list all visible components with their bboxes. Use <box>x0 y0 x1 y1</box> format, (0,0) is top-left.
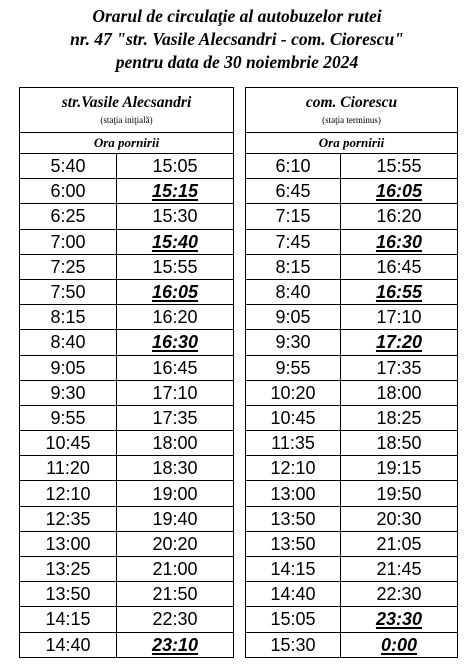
departure-time-afternoon: 0:00 <box>341 632 458 657</box>
stop-type: (staţia terminus) <box>322 115 381 125</box>
table-row <box>246 179 458 204</box>
departure-time-afternoon: 15:15 <box>117 179 234 204</box>
departure-time-morning: 10:20 <box>246 380 341 405</box>
departure-time-afternoon: 16:20 <box>341 204 458 229</box>
table-row <box>246 582 458 607</box>
table-row <box>20 481 234 506</box>
departure-time-morning: 7:15 <box>246 204 341 229</box>
table-row <box>20 330 234 355</box>
departure-time-afternoon: 21:05 <box>341 531 458 556</box>
departure-time-morning: 12:10 <box>246 456 341 481</box>
table-row <box>246 557 458 582</box>
table-row <box>246 380 458 405</box>
departure-time-header: Ora pornirii <box>20 133 234 154</box>
departure-time-afternoon: 15:40 <box>117 229 234 254</box>
table-row <box>246 305 458 330</box>
departure-time-morning: 9:55 <box>20 405 117 430</box>
departure-time-morning: 6:25 <box>20 204 117 229</box>
timetable-com-ciorescu <box>245 87 458 658</box>
table-row <box>246 254 458 279</box>
departure-time-afternoon: 16:30 <box>117 330 234 355</box>
departure-time-morning: 14:15 <box>20 607 117 632</box>
departure-time-afternoon: 18:30 <box>117 456 234 481</box>
departure-time-afternoon: 19:15 <box>341 456 458 481</box>
departure-time-morning: 8:15 <box>246 254 341 279</box>
departure-time-afternoon: 18:50 <box>341 431 458 456</box>
departure-time-morning: 13:50 <box>246 531 341 556</box>
departure-time-morning: 10:45 <box>20 431 117 456</box>
departure-time-morning: 7:25 <box>20 254 117 279</box>
table-row <box>20 456 234 481</box>
departure-time-morning: 15:05 <box>246 607 341 632</box>
departure-time-morning: 7:00 <box>20 229 117 254</box>
departure-time-afternoon: 16:20 <box>117 305 234 330</box>
table-row <box>246 632 458 657</box>
table-row <box>246 506 458 531</box>
table-row <box>246 431 458 456</box>
departure-time-afternoon: 19:40 <box>117 506 234 531</box>
departure-time-header: Ora pornirii <box>246 133 458 154</box>
table-row <box>20 607 234 632</box>
table-row <box>20 254 234 279</box>
departure-time-afternoon: 16:30 <box>341 229 458 254</box>
table-row <box>20 305 234 330</box>
departure-time-morning: 15:30 <box>246 632 341 657</box>
departure-time-afternoon: 21:45 <box>341 557 458 582</box>
table-row <box>246 607 458 632</box>
departure-time-morning: 9:30 <box>246 330 341 355</box>
stop-header <box>20 88 234 133</box>
timetable-str-vasile-alecsandri <box>19 87 234 658</box>
departure-time-afternoon: 16:45 <box>341 254 458 279</box>
table-row <box>20 557 234 582</box>
departure-time-morning: 14:40 <box>246 582 341 607</box>
departure-time-morning: 7:45 <box>246 229 341 254</box>
departure-time-afternoon: 15:30 <box>117 204 234 229</box>
departure-time-afternoon: 16:05 <box>117 279 234 304</box>
stop-header <box>246 88 458 133</box>
title-line-1: Orarul de circulaţie al autobuzelor rutei <box>92 6 382 26</box>
departure-time-afternoon: 18:25 <box>341 405 458 430</box>
table-row <box>20 405 234 430</box>
departure-time-afternoon: 20:20 <box>117 531 234 556</box>
departure-time-morning: 6:45 <box>246 179 341 204</box>
departure-time-afternoon: 17:35 <box>341 355 458 380</box>
table-row <box>246 456 458 481</box>
departure-time-afternoon: 18:00 <box>117 431 234 456</box>
departure-time-morning: 10:45 <box>246 405 341 430</box>
departure-time-afternoon: 23:30 <box>341 607 458 632</box>
stop-name: com. Ciorescu <box>305 94 398 111</box>
departure-time-morning: 9:05 <box>246 305 341 330</box>
departure-time-morning: 14:40 <box>20 632 117 657</box>
departure-time-morning: 9:30 <box>20 380 117 405</box>
departure-time-morning: 13:00 <box>246 481 341 506</box>
departure-time-morning: 5:40 <box>20 154 117 179</box>
departure-time-afternoon: 15:05 <box>117 154 234 179</box>
table-row <box>246 279 458 304</box>
departure-time-morning: 11:35 <box>246 431 341 456</box>
table-row <box>20 506 234 531</box>
departure-time-afternoon: 17:20 <box>341 330 458 355</box>
departure-time-afternoon: 18:00 <box>341 380 458 405</box>
table-row <box>20 279 234 304</box>
departure-time-afternoon: 15:55 <box>117 254 234 279</box>
table-row <box>246 229 458 254</box>
departure-time-morning: 8:40 <box>246 279 341 304</box>
departure-time-morning: 13:50 <box>246 506 341 531</box>
departure-time-afternoon: 21:00 <box>117 557 234 582</box>
table-row <box>20 431 234 456</box>
table-row <box>246 481 458 506</box>
departure-time-morning: 13:50 <box>20 582 117 607</box>
departure-time-afternoon: 16:55 <box>341 279 458 304</box>
stop-type: (staţia iniţială) <box>100 115 153 125</box>
departure-time-morning: 7:50 <box>20 279 117 304</box>
title-line-2-route: nr. 47 "str. Vasile Alecsandri - com. Ciorescu" <box>70 29 404 49</box>
departure-time-morning: 6:10 <box>246 154 341 179</box>
departure-time-morning: 9:55 <box>246 355 341 380</box>
departure-time-afternoon: 16:45 <box>117 355 234 380</box>
title-line-3-date: pentru data de 30 noiembrie 2024 <box>115 52 359 72</box>
table-row <box>246 531 458 556</box>
departure-time-morning: 12:10 <box>20 481 117 506</box>
departure-time-afternoon: 19:00 <box>117 481 234 506</box>
departure-time-afternoon: 17:35 <box>117 405 234 430</box>
departure-time-afternoon: 22:30 <box>341 582 458 607</box>
departure-time-morning: 9:05 <box>20 355 117 380</box>
table-row <box>20 229 234 254</box>
departure-time-morning: 6:00 <box>20 179 117 204</box>
departure-time-morning: 8:15 <box>20 305 117 330</box>
table-row <box>20 380 234 405</box>
departure-time-morning: 12:35 <box>20 506 117 531</box>
departure-time-afternoon: 15:55 <box>341 154 458 179</box>
departure-time-morning: 14:15 <box>246 557 341 582</box>
table-row <box>246 204 458 229</box>
departure-time-afternoon: 21:50 <box>117 582 234 607</box>
departure-time-morning: 13:00 <box>20 531 117 556</box>
departure-time-morning: 8:40 <box>20 330 117 355</box>
table-row <box>20 154 234 179</box>
table-row <box>20 582 234 607</box>
table-row <box>246 154 458 179</box>
departure-time-afternoon: 20:30 <box>341 506 458 531</box>
departure-time-afternoon: 23:10 <box>117 632 234 657</box>
table-row <box>20 179 234 204</box>
table-row <box>246 405 458 430</box>
departure-time-afternoon: 17:10 <box>341 305 458 330</box>
departure-time-afternoon: 22:30 <box>117 607 234 632</box>
table-row <box>246 355 458 380</box>
table-row <box>20 531 234 556</box>
table-row <box>20 355 234 380</box>
table-row <box>20 632 234 657</box>
departure-time-afternoon: 19:50 <box>341 481 458 506</box>
departure-time-afternoon: 16:05 <box>341 179 458 204</box>
departure-time-morning: 11:20 <box>20 456 117 481</box>
departure-time-afternoon: 17:10 <box>117 380 234 405</box>
departure-time-morning: 13:25 <box>20 557 117 582</box>
table-row <box>246 330 458 355</box>
table-row <box>20 204 234 229</box>
stop-name: str.Vasile Alecsandri <box>61 94 192 111</box>
